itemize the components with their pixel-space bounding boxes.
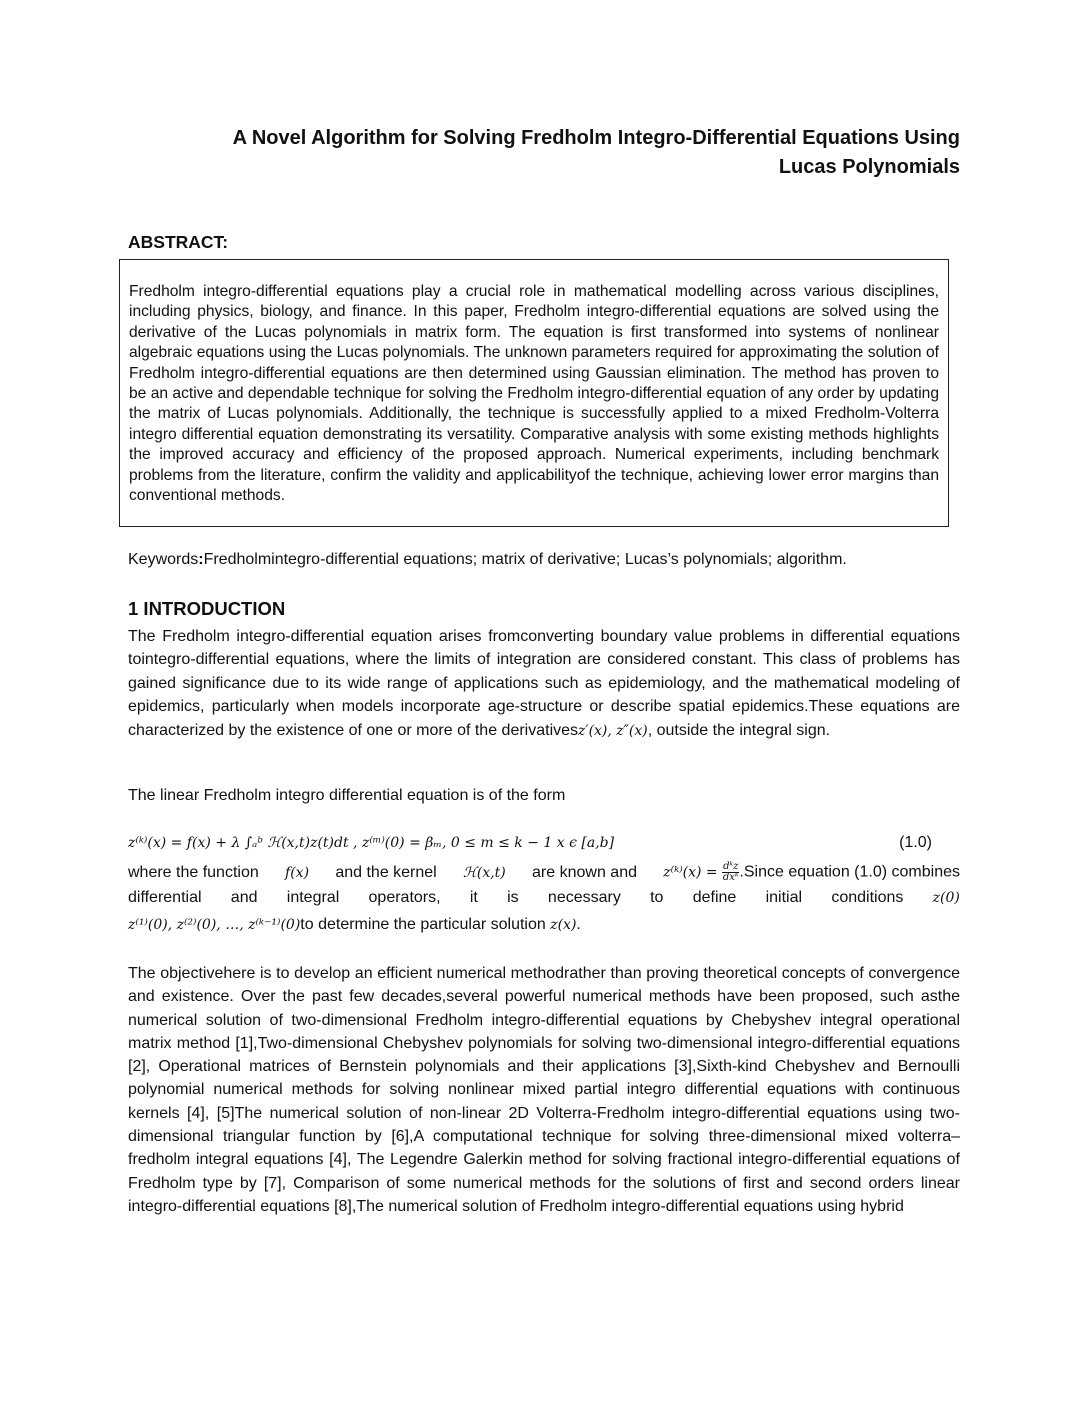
intro-paragraph-4: The objectivehere is to develop an efficient numerical methodrather than proving theoretical concepts of convergence and existence. Over the past few decades,several powerful numerical methods have been proposed, such asthe numerical solution of two-dimensional Fredholm integro-differential equations by Chebyshev integral operational matrix method [1],Two-dimensional Chebyshev polynomials for solving two-dimensional integro-differential equations [2], Operational matrices of Bernstein polynomials and their applications [3],Sixth-kind Chebyshev and Bernoulli polynomial numerical methods for solving nonlinear mixed partial integro differential equations with continuous kernels [4], [5]The numerical solution of non-linear 2D Volterra-Fredholm integro-differential equations using two-dimensional triangular function by [6],A computational technique for solving three-dimensional mixed volterra–fredholm integral equations [4], The Legendre Galerkin method for solving fractional integro-differential equations of Fredholm type by [7], Comparison of some numerical methods for the solutions of first and second orders linear integro-differential equations [8],The numerical solution of Fredholm integro-differential equations using hybrid: [128, 965, 960, 1215]
equation-1-0: [128, 829, 960, 857]
intro-paragraph-1: [128, 625, 960, 743]
p3-math: z(x): [550, 917, 577, 933]
p3-word: are known and: [532, 863, 637, 881]
equation-expression: z⁽ᵏ⁾(x) = f(x) + λ ∫ₐᵇ ℋ(x,t)z(t)dt , z⁽ᵐ⁾(0) = βₘ, 0 ≤ m ≤ k − 1 x ϵ [a,b]: [128, 835, 615, 851]
p3-word: it: [469, 889, 478, 906]
abstract-box: [119, 259, 949, 527]
p3-word: and: [230, 889, 258, 906]
abstract-text: Fredholm integro-differential equations play a crucial role in mathematical modelling across various disciplines, including physics, biology, and finance. In this paper, Fredholm integro-differential equations are solved using the derivative of the Lucas polynomials in matrix form. The equation is first transformed into systems of nonlinear algebraic equations using the Lucas polynomials. The unknown parameters required for approximating the solution of Fredholm integro-differential equations are then determined using Gaussian elimination. The method has proven to be an active and dependable technique for solving the Fredholm integro-differential equation of any order by updating the matrix of Lucas polynomials. Additionally, the technique is successfully applied to a mixed Fredholm-Volterra integro differential equation demonstrating its versatility. Comparative analysis with some existing methods highlights the improved accuracy and efficiency of the proposed approach. Numerical experiments, including benchmark problems from the literature, confirm the validity and applicabilityof the technique, achieving lower error margins than conventional methods.: [129, 283, 939, 505]
p3-word: operators,: [368, 889, 441, 906]
title-line-2: Lucas Polynomials: [778, 156, 960, 178]
p3-word: to determine the particular solution: [300, 916, 546, 933]
p3-word: conditions: [831, 889, 904, 906]
p3-word: where the function: [128, 863, 259, 881]
intro-p1-text: The Fredholm integro-differential equation arises fromconverting boundary value problems in differential equations tointegro-differential equations, where the limits of integration are considered constant. This class of problems has gained significance due to its wide range of applications such as epidemiology, and the mathematical modeling of epidemics, particularly when models incorporate age-structure or describe spatial epidemics.These equations are characterized by the existence of one or more of the derivatives: [128, 628, 960, 739]
p3-word: to: [650, 889, 664, 906]
p3-word: differential: [128, 889, 202, 906]
introduction-heading: 1 INTRODUCTION: [128, 598, 286, 619]
p3-word: define: [692, 889, 737, 906]
p3-derivative: [663, 862, 960, 883]
abstract-heading: ABSTRACT:: [128, 232, 229, 252]
p3-math: f(x): [285, 864, 310, 881]
p3-line-1: [128, 862, 960, 889]
keywords: [128, 549, 960, 571]
p3-line-2: [128, 889, 960, 916]
derivative-fraction: [722, 862, 739, 883]
p3-word: integral: [286, 889, 340, 906]
fraction-denominator: dxᵏ: [722, 872, 739, 883]
p3-word: .: [576, 916, 581, 933]
p3-word: is: [507, 889, 519, 906]
title-line-1: A Novel Algorithm for Solving Fredholm Integro-Differential Equations Using: [232, 127, 960, 149]
keywords-label: Keywords: [128, 551, 199, 568]
fraction-numerator: dᵏz: [723, 861, 739, 872]
p3-word: necessary: [547, 889, 621, 906]
paper-title: [140, 124, 960, 182]
p3-word: .Since equation (1.0) combines: [739, 863, 960, 881]
intro-p1-tail: , outside the integral sign.: [647, 721, 831, 739]
p3-math: ℋ(x,t): [463, 864, 506, 881]
keywords-text: Fredholmintegro-differential equations; matrix of derivative; Lucas’s polynomials; algorithm.: [203, 551, 847, 568]
p3-word: and the kernel: [335, 863, 437, 881]
equation-number: (1.0): [899, 834, 932, 851]
p3-line-3: [128, 916, 960, 943]
derivatives-math: z′(x), z″(x): [578, 722, 648, 739]
intro-paragraph-2: The linear Fredholm integro differential equation is of the form: [128, 787, 566, 804]
p3-math: z(0): [932, 890, 960, 906]
p3-math: z⁽ᵏ⁾(x) =: [663, 864, 718, 881]
keywords-colon: :: [198, 551, 204, 568]
p3-math: z⁽¹⁾(0), z⁽²⁾(0), …, z⁽ᵏ⁻¹⁾(0): [128, 917, 301, 933]
intro-paragraph-3: [128, 862, 960, 943]
p3-word: initial: [765, 889, 803, 906]
